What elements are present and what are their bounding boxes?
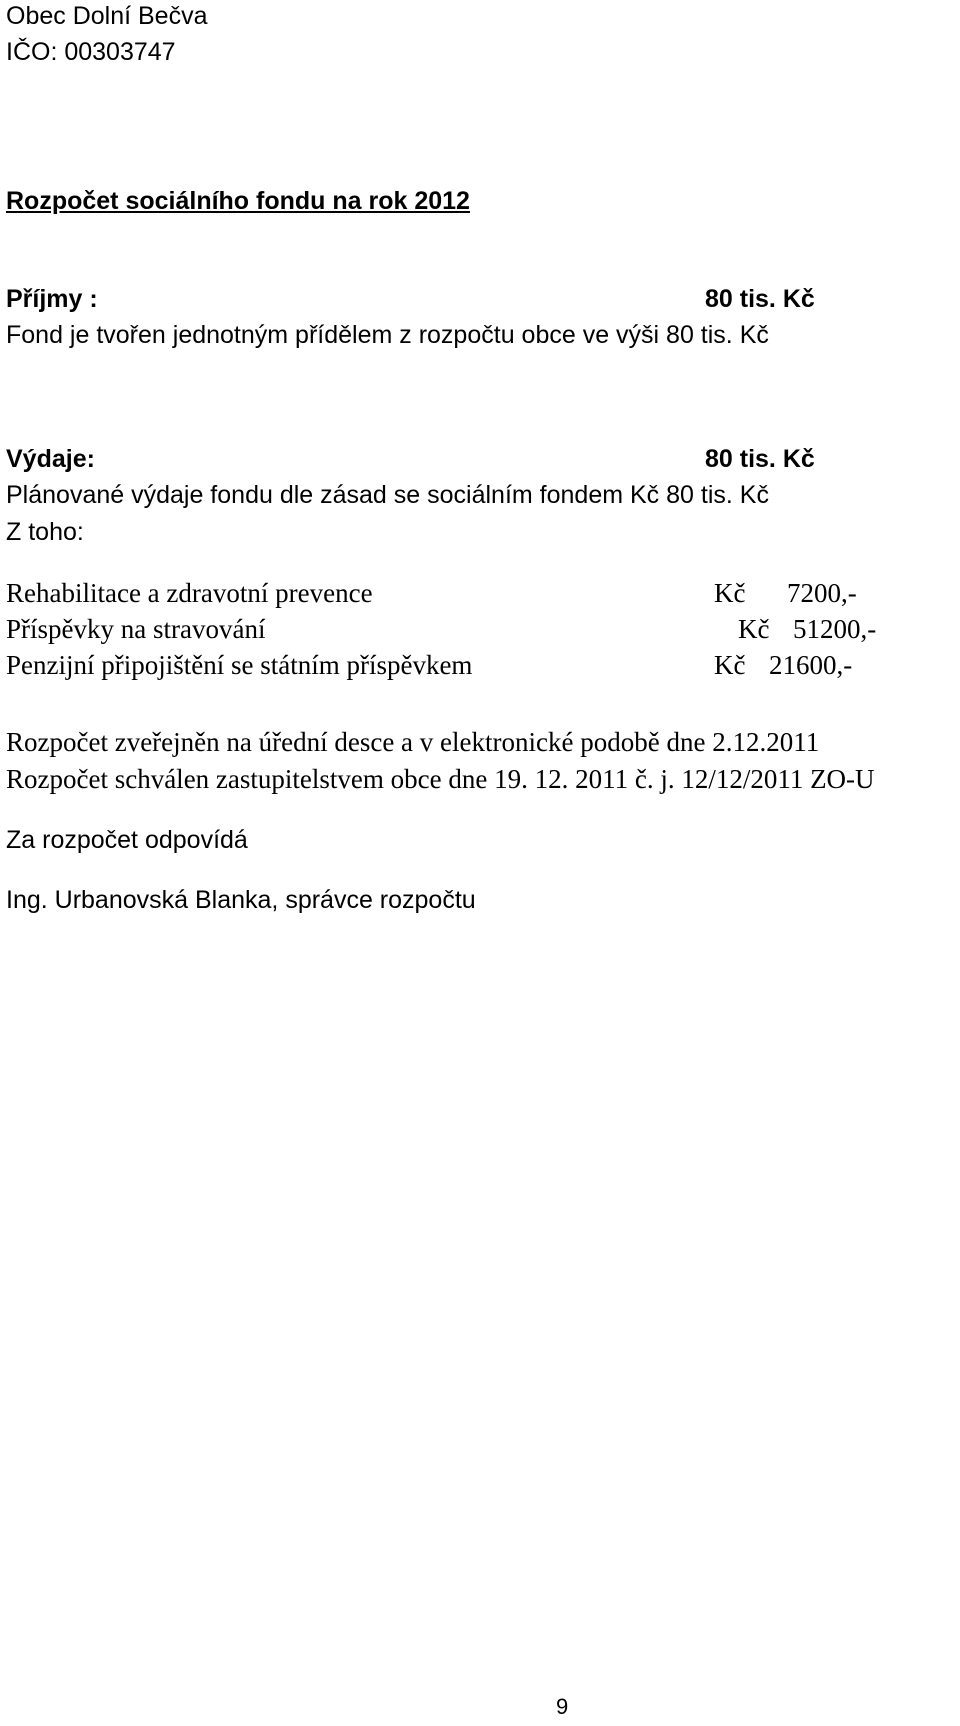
expenses-description: Plánované výdaje fondu dle zásad se sociálním fondem Kč 80 tis. Kč — [6, 481, 769, 509]
expense-item-currency: Kč — [714, 650, 746, 680]
page-number: 9 — [556, 1694, 569, 1719]
responsible-person: Ing. Urbanovská Blanka, správce rozpočtu — [6, 886, 476, 914]
approved-note: Rozpočet schválen zastupitelstvem obce dne 19. 12. 2011 č. j. 12/12/2011 ZO-U — [6, 764, 875, 794]
document-title: Rozpočet sociálního fondu na rok 2012 — [6, 187, 470, 215]
expenses-label: Výdaje: — [6, 445, 95, 473]
expense-item-currency: Kč — [714, 578, 746, 608]
expense-item-value: 21600,- — [769, 650, 853, 680]
expense-item-name: Penzijní připojištění se státním příspěvkem — [6, 650, 473, 680]
of-which-label: Z toho: — [6, 518, 84, 546]
income-description: Fond je tvořen jednotným přídělem z rozpočtu obce ve výši 80 tis. Kč — [6, 321, 769, 349]
ico-number: IČO: 00303747 — [6, 38, 176, 66]
expense-item-value: 7200,- — [787, 578, 857, 608]
published-note: Rozpočet zveřejněn na úřední desce a v elektronické podobě dne 2.12.2011 — [6, 727, 820, 757]
expense-item-name: Rehabilitace a zdravotní prevence — [6, 578, 373, 608]
expense-item-value: 51200,- — [793, 614, 877, 644]
income-amount: 80 tis. Kč — [705, 285, 815, 313]
responsible-label: Za rozpočet odpovídá — [6, 826, 248, 854]
expenses-amount: 80 tis. Kč — [705, 445, 815, 473]
municipality-name: Obec Dolní Bečva — [6, 2, 208, 30]
income-label: Příjmy : — [6, 285, 98, 313]
expense-item-name: Příspěvky na stravování — [6, 614, 266, 644]
expense-item-currency: Kč — [738, 614, 770, 644]
